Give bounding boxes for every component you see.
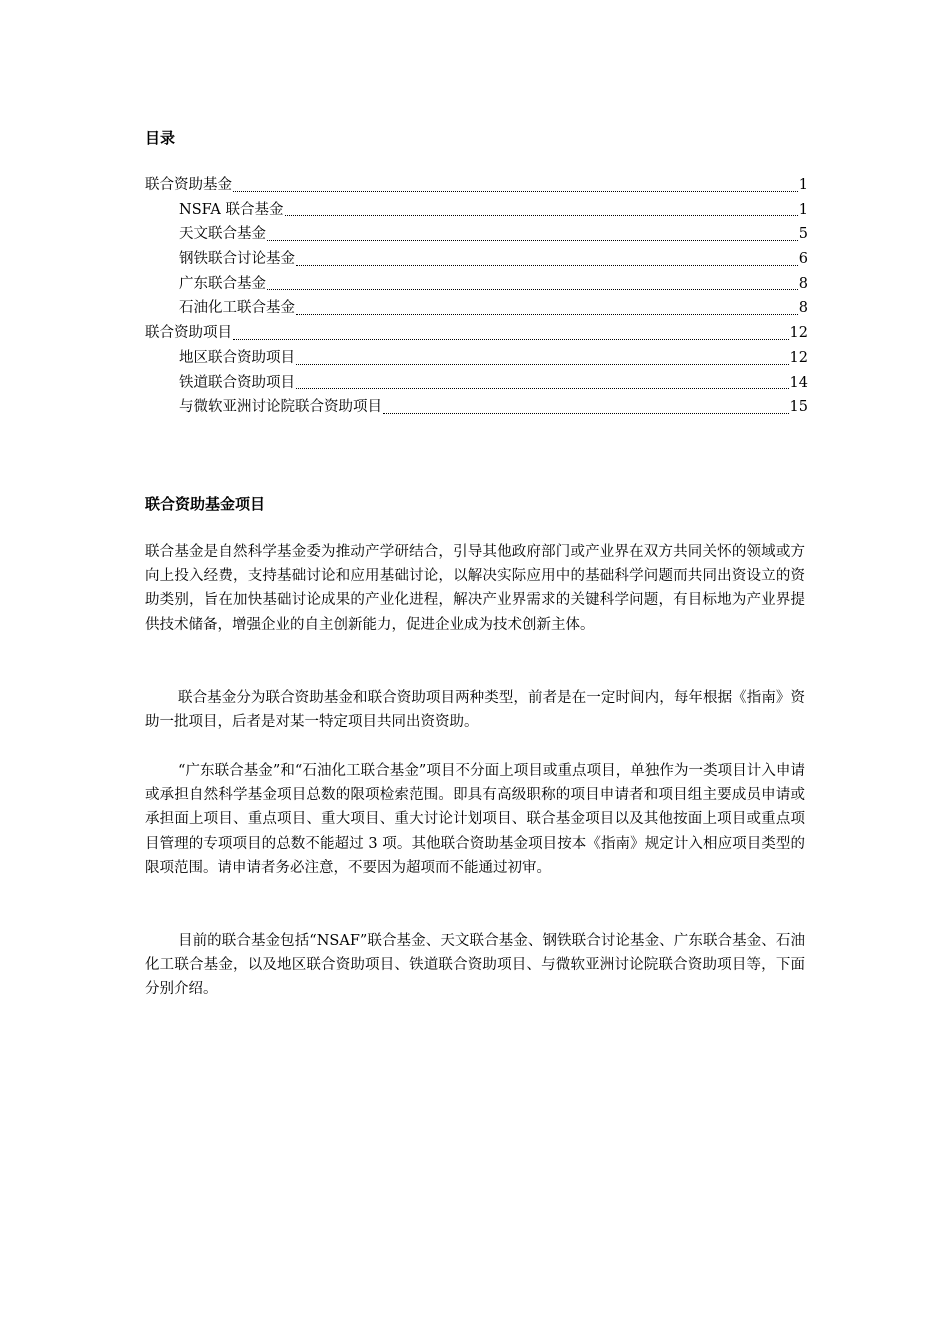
- toc-entry[interactable]: [145, 347, 808, 372]
- toc-entry-page: 1: [798, 177, 808, 193]
- toc-entry-label: 广东联合基金: [179, 275, 266, 292]
- toc-leader-dots: [267, 289, 798, 290]
- toc-entry[interactable]: [145, 372, 808, 397]
- body-paragraph: 目前的联合基金包括“NSAF”联合基金、天文联合基金、钢铁联合讨论基金、广东联合基金、石油化工联合基金，以及地区联合资助项目、铁道联合资助项目、与微软亚洲讨论院联合资助项目等，下面分别介绍。: [145, 933, 805, 998]
- toc-entry[interactable]: [145, 396, 808, 421]
- toc-entry[interactable]: [145, 223, 808, 248]
- toc-entry-label: 联合资助项目: [145, 325, 232, 342]
- section-title: 联合资助基金项目: [145, 495, 266, 513]
- toc-leader-dots: [233, 191, 798, 192]
- toc-entry-label: 铁道联合资助项目: [179, 374, 295, 391]
- toc-entry[interactable]: [145, 199, 808, 224]
- toc-leader-dots: [233, 339, 789, 340]
- toc-leader-dots: [296, 314, 798, 315]
- toc-entry-page: 15: [789, 399, 808, 416]
- toc-entry-page: 14: [789, 374, 808, 391]
- toc-entry-page: 12: [789, 349, 808, 366]
- toc-entry[interactable]: [145, 273, 808, 298]
- table-of-contents: [145, 174, 808, 421]
- toc-entry-page: 6: [798, 251, 808, 268]
- toc-entry-label: 与微软亚洲讨论院联合资助项目: [179, 399, 382, 416]
- toc-entry-page: 12: [789, 325, 808, 342]
- toc-leader-dots: [285, 215, 798, 216]
- toc-entry-page: 5: [798, 226, 808, 243]
- toc-leader-dots: [296, 265, 798, 266]
- toc-entry-label: 钢铁联合讨论基金: [179, 251, 295, 268]
- toc-entry-label: 天文联合基金: [179, 226, 266, 243]
- body-paragraph: 联合基金分为联合资助基金和联合资助项目两种类型，前者是在一定时间内，每年根据《指南》资助一批项目，后者是对某一特定项目共同出资资助。: [145, 690, 805, 731]
- body-paragraph: 联合基金是自然科学基金委为推动产学研结合，引导其他政府部门或产业界在双方共同关怀的领域或方向上投入经费，支持基础讨论和应用基础讨论，以解决实际应用中的基础科学问题而共同出资设立的资助类别，旨在加快基础讨论成果的产业化进程，解决产业界需求的关键科学问题，有目标地为产业界提供技术储备，增强企业的自主创新能力，促进企业成为技术创新主体。: [145, 544, 805, 633]
- toc-leader-dots: [267, 240, 798, 241]
- toc-leader-dots: [296, 364, 789, 365]
- toc-leader-dots: [296, 388, 789, 389]
- toc-entry[interactable]: [145, 297, 808, 322]
- toc-entry-label: NSFA 联合基金: [179, 201, 284, 218]
- toc-entry[interactable]: [145, 174, 808, 199]
- toc-entry-label: 联合资助基金: [145, 177, 232, 193]
- toc-entry-page: 1: [798, 201, 808, 218]
- toc-entry-page: 8: [798, 300, 808, 317]
- toc-entry[interactable]: [145, 248, 808, 273]
- toc-entry-page: 8: [798, 275, 808, 292]
- toc-title: 目录: [145, 129, 176, 147]
- body-paragraph: “广东联合基金”和“石油化工联合基金”项目不分面上项目或重点项目，单独作为一类项目计入申请或承担自然科学基金项目总数的限项检索范围。即具有高级职称的项目申请者和项目组主要成员申请或承担面上项目、重点项目、重大项目、重大讨论计划项目、联合基金项目以及其他按面上项目或重点项目管理的专项项目的总数不能超过 3 项。其他联合资助基金项目按本《指南》规定计入相应项目类型的限项范围。请申请者务必注意，不要因为超项而不能通过初审。: [145, 763, 805, 876]
- toc-leader-dots: [383, 413, 789, 414]
- toc-entry-label: 石油化工联合基金: [179, 300, 295, 317]
- toc-entry-label: 地区联合资助项目: [179, 349, 295, 366]
- toc-entry[interactable]: [145, 322, 808, 347]
